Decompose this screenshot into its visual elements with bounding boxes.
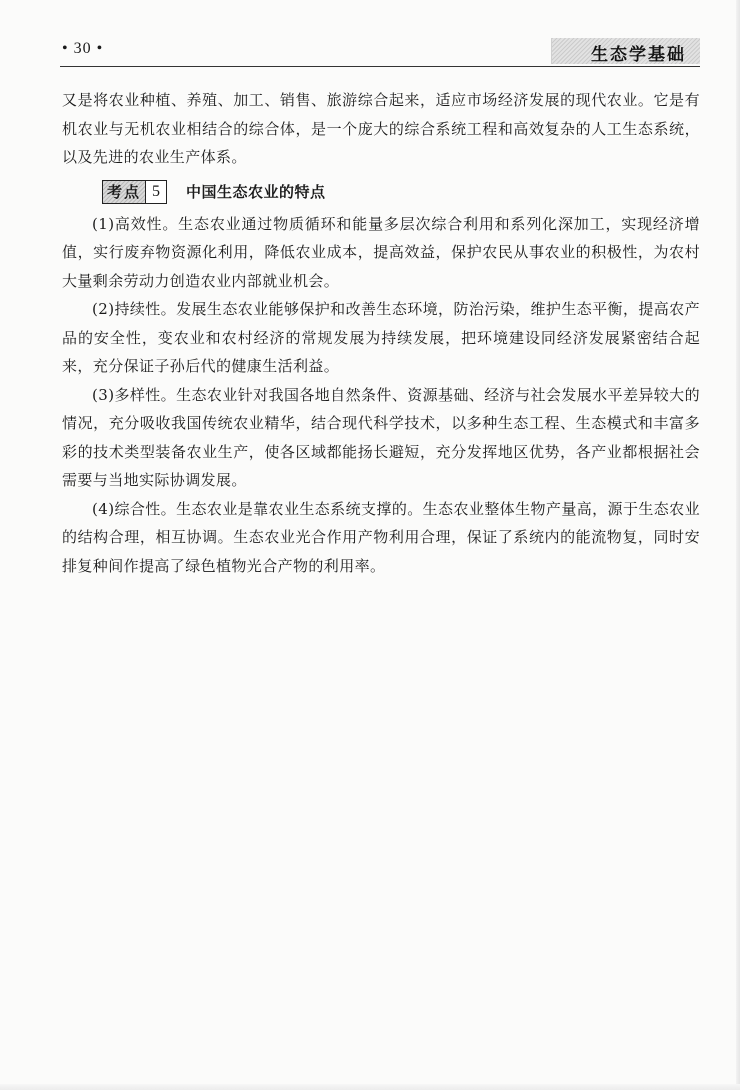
kaodian-label: 考点 [102, 180, 146, 204]
section-title: 中国生态农业的特点 [186, 182, 326, 201]
scan-edge [736, 0, 740, 1090]
header-rule [60, 66, 700, 67]
book-title: 生态学基础 [591, 45, 686, 65]
kaodian-badge [102, 180, 167, 202]
scan-bottom-edge [0, 1084, 740, 1090]
intro-paragraph: 又是将农业种植、养殖、加工、销售、旅游综合起来，适应市场经济发展的现代农业。它是有机农业与无机农业相结合的综合体，是一个庞大的综合系统工程和高效复杂的人工生态系统，以及先进的农业生产体系。 [62, 91, 700, 166]
page-header [60, 38, 700, 66]
paragraph-diversity: (3)多样性。生态农业针对我国各地自然条件、资源基础、经济与社会发展水平差异较大的情况，充分吸收我国传统农业精华，结合现代科学技术，以多种生态工程、生态模式和丰富多彩的技术类型装备农业生产，使各区域都能扬长避短，充分发挥地区优势，各产业都根据社会需要与当地实际协调发展。 [62, 385, 700, 489]
paragraph-comprehensiveness: (4)综合性。生态农业是靠农业生态系统支撑的。生态农业整体生物产量高，源于生态农业的结构合理，相互协调。生态农业光合作用产物利用合理，保证了系统内的能流物复，同时安排复种间作提高了绿色植物光合产物的利用率。 [62, 499, 700, 575]
kaodian-number: 5 [146, 180, 167, 204]
page-number: • 30 • [62, 40, 104, 57]
header-title-box [551, 38, 700, 64]
section-heading [62, 178, 700, 206]
paragraph-efficiency: (1)高效性。生态农业通过物质循环和能量多层次综合利用和系列化深加工，实现经济增值，实行废弃物资源化利用，降低农业成本，提高效益，保护农民从事农业的积极性，为农村大量剩余劳动力创造农业内部就业机会。 [62, 214, 700, 290]
paragraph-sustainability: (2)持续性。发展生态农业能够保护和改善生态环境，防治污染，维护生态平衡，提高农产品的安全性，变农业和农村经济的常规发展为持续发展，把环境建设同经济发展紧密结合起来，充分保证子孙后代的健康生活利益。 [62, 300, 700, 375]
body-text [62, 86, 700, 580]
